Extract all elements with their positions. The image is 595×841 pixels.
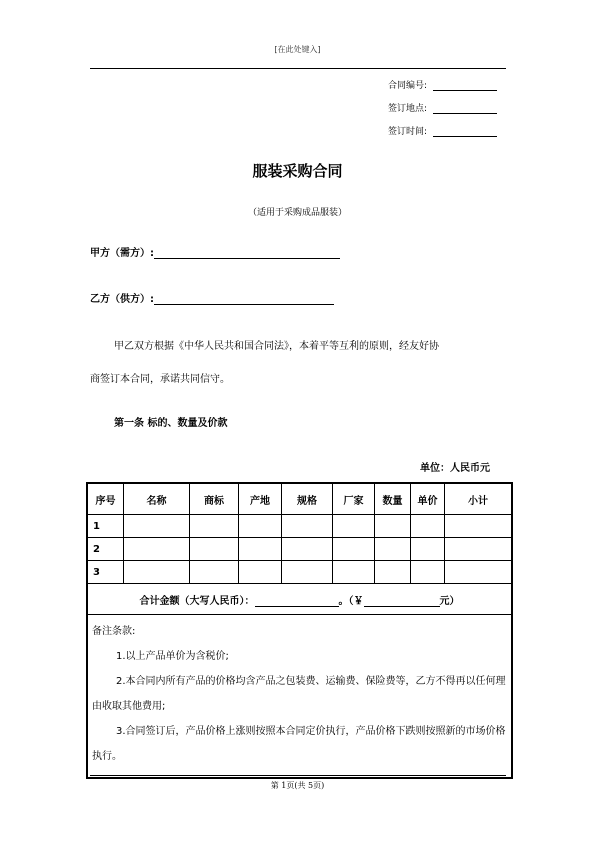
section-1-title: 第一条 标的、数量及价款: [114, 418, 228, 429]
table-cell[interactable]: [239, 561, 282, 584]
table-cell[interactable]: [375, 561, 411, 584]
table-cell[interactable]: [282, 561, 333, 584]
contract-number-label: 合同编号:: [388, 81, 428, 91]
table-cell[interactable]: [333, 515, 375, 538]
table-row: [88, 538, 512, 561]
table-cell[interactable]: [190, 515, 239, 538]
goods-table: [86, 482, 513, 779]
table-row: [88, 561, 512, 584]
col-header-name: 名称: [124, 484, 190, 515]
party-b-label: 乙方（供方）:: [90, 294, 154, 305]
party-b-row: [90, 290, 334, 305]
note-item-1: 1.以上产品单价为含税价;: [116, 651, 229, 662]
total-amount-row: [88, 584, 512, 615]
table-cell[interactable]: [445, 561, 512, 584]
col-header-origin: 产地: [239, 484, 282, 515]
table-cell[interactable]: [411, 515, 445, 538]
sign-place-label: 签订地点:: [388, 104, 428, 114]
party-b-blank[interactable]: [154, 293, 334, 305]
footer-divider: [90, 775, 506, 776]
total-amount-cell: [88, 584, 512, 615]
table-row: [88, 515, 512, 538]
party-a-label: 甲方（需方）:: [90, 248, 154, 259]
table-cell[interactable]: [124, 515, 190, 538]
sign-time-label: 签订时间:: [388, 127, 428, 137]
col-header-qty: 数量: [375, 484, 411, 515]
total-amount-words-blank[interactable]: [255, 595, 339, 607]
notes-row: [88, 615, 512, 778]
sign-time-blank[interactable]: [433, 127, 497, 137]
col-header-subtotal: 小计: [445, 484, 512, 515]
table-cell[interactable]: [333, 561, 375, 584]
table-cell[interactable]: [411, 561, 445, 584]
intro-line-1: 甲乙双方根据《中华人民共和国合同法》，本着平等互利的原则，经友好协: [114, 341, 439, 352]
document-subtitle: （适用于采购成品服装）: [247, 208, 347, 218]
total-amount-suffix: 元）: [439, 595, 460, 607]
total-amount-label: 合计金额（大写人民币）：: [139, 595, 255, 607]
col-header-index: 序号: [88, 484, 124, 515]
sign-time-row: [388, 124, 497, 137]
page-footer-text: 第 1页(共 5页): [270, 781, 325, 790]
table-cell[interactable]: [375, 538, 411, 561]
party-a-blank[interactable]: [154, 247, 340, 259]
table-cell[interactable]: [282, 538, 333, 561]
table-cell[interactable]: [375, 515, 411, 538]
col-header-maker: 厂家: [333, 484, 375, 515]
table-header-row: [88, 484, 512, 515]
unit-label: 单位：人民币元: [420, 463, 490, 474]
sign-place-row: [388, 101, 497, 114]
col-header-price: 单价: [411, 484, 445, 515]
table-cell[interactable]: [333, 538, 375, 561]
table-cell[interactable]: [282, 515, 333, 538]
table-cell[interactable]: [190, 538, 239, 561]
row-index: 1: [88, 515, 124, 538]
col-header-brand: 商标: [190, 484, 239, 515]
total-amount-number-blank[interactable]: [364, 595, 440, 607]
intro-line-2: 商签订本合同，承诺共同信守。: [90, 374, 230, 385]
contract-number-row: [388, 78, 497, 91]
table-cell[interactable]: [124, 538, 190, 561]
notes-title: 备注条款:: [92, 626, 136, 637]
total-amount-yuan-prefix: 。（￥: [338, 595, 364, 607]
col-header-spec: 规格: [282, 484, 333, 515]
table-cell[interactable]: [124, 561, 190, 584]
page-header-text: [在此处键入]: [274, 45, 321, 54]
header-divider: [90, 68, 506, 69]
sign-place-blank[interactable]: [433, 104, 497, 114]
party-a-row: [90, 244, 340, 259]
table-cell[interactable]: [445, 538, 512, 561]
table-cell[interactable]: [239, 538, 282, 561]
table-cell[interactable]: [411, 538, 445, 561]
note-item-2: 2.本合同内所有产品的价格均含产品之包装费、运输费、保险费等，乙方不得再以任何理由收取其他费用;: [92, 676, 506, 712]
notes-cell: [88, 615, 512, 778]
note-item-3: 3.合同签订后，产品价格上涨则按照本合同定价执行，产品价格下跌则按照新的市场价格执行。: [92, 726, 506, 762]
table-cell[interactable]: [445, 515, 512, 538]
row-index: 3: [88, 561, 124, 584]
table-cell[interactable]: [239, 515, 282, 538]
table-cell[interactable]: [190, 561, 239, 584]
contract-number-blank[interactable]: [433, 81, 497, 91]
document-title: 服装采购合同: [252, 162, 343, 180]
row-index: 2: [88, 538, 124, 561]
